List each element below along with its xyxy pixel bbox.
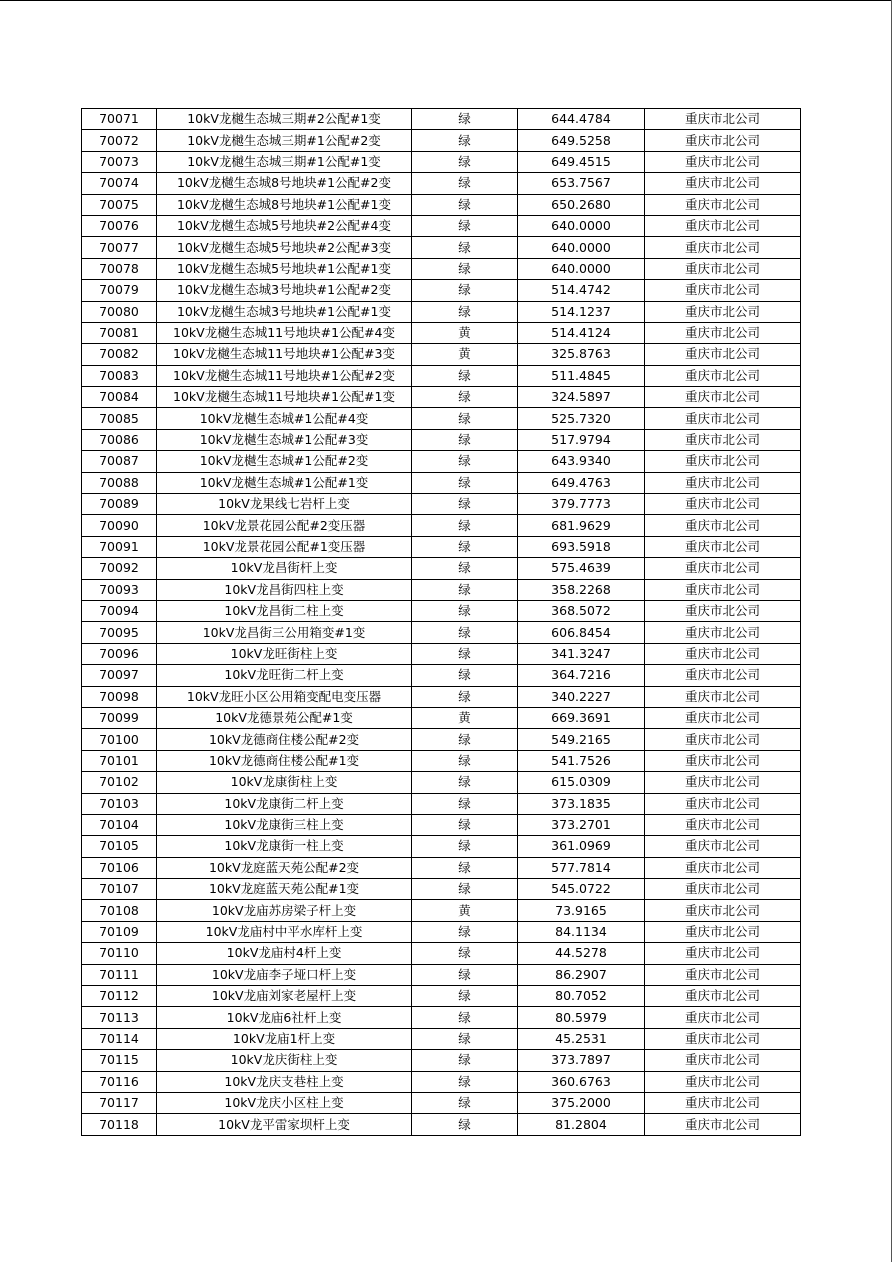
company-cell: 重庆市北公司 [645, 472, 801, 493]
status-color-cell: 绿 [412, 1028, 518, 1049]
company-cell: 重庆市北公司 [645, 301, 801, 322]
table-row [82, 173, 801, 194]
capacity-value-cell: 649.4515 [518, 151, 645, 172]
row-id-cell: 70110 [82, 943, 157, 964]
status-color-cell: 绿 [412, 558, 518, 579]
table-row [82, 344, 801, 365]
table-row [82, 558, 801, 579]
company-cell: 重庆市北公司 [645, 964, 801, 985]
status-color-cell: 绿 [412, 600, 518, 621]
transformer-name-cell: 10kV龙昌街杆上变 [157, 558, 412, 579]
transformer-name-cell: 10kV龙德商住楼公配#1变 [157, 750, 412, 771]
transformer-name-cell: 10kV龙樾生态城5号地块#2公配#3变 [157, 237, 412, 258]
company-cell: 重庆市北公司 [645, 579, 801, 600]
transformer-name-cell: 10kV龙旺街二杆上变 [157, 665, 412, 686]
row-id-cell: 70115 [82, 1050, 157, 1071]
table-row [82, 836, 801, 857]
row-id-cell: 70095 [82, 622, 157, 643]
company-cell: 重庆市北公司 [645, 1007, 801, 1028]
table-row [82, 151, 801, 172]
table-row [82, 1092, 801, 1113]
table-row [82, 515, 801, 536]
table-row [82, 494, 801, 515]
row-id-cell: 70107 [82, 879, 157, 900]
transformer-name-cell: 10kV龙昌街三公用箱变#1变 [157, 622, 412, 643]
row-id-cell: 70102 [82, 772, 157, 793]
transformer-name-cell: 10kV龙樾生态城#1公配#2变 [157, 451, 412, 472]
status-color-cell: 绿 [412, 986, 518, 1007]
company-cell: 重庆市北公司 [645, 665, 801, 686]
transformer-name-cell: 10kV龙旺街柱上变 [157, 643, 412, 664]
status-color-cell: 绿 [412, 943, 518, 964]
capacity-value-cell: 364.7216 [518, 665, 645, 686]
company-cell: 重庆市北公司 [645, 879, 801, 900]
transformer-name-cell: 10kV龙果线七岩杆上变 [157, 494, 412, 515]
capacity-value-cell: 373.7897 [518, 1050, 645, 1071]
company-cell: 重庆市北公司 [645, 1050, 801, 1071]
row-id-cell: 70075 [82, 194, 157, 215]
table-row [82, 772, 801, 793]
capacity-value-cell: 650.2680 [518, 194, 645, 215]
status-color-cell: 绿 [412, 280, 518, 301]
capacity-value-cell: 81.2804 [518, 1114, 645, 1135]
status-color-cell: 绿 [412, 130, 518, 151]
transformer-name-cell: 10kV龙庙村4杆上变 [157, 943, 412, 964]
row-id-cell: 70118 [82, 1114, 157, 1135]
status-color-cell: 绿 [412, 472, 518, 493]
capacity-value-cell: 514.4742 [518, 280, 645, 301]
company-cell: 重庆市北公司 [645, 600, 801, 621]
row-id-cell: 70101 [82, 750, 157, 771]
capacity-value-cell: 653.7567 [518, 173, 645, 194]
capacity-value-cell: 640.0000 [518, 237, 645, 258]
transformer-name-cell: 10kV龙庙苏房梁子杆上变 [157, 900, 412, 921]
capacity-value-cell: 45.2531 [518, 1028, 645, 1049]
status-color-cell: 黄 [412, 900, 518, 921]
table-row [82, 322, 801, 343]
table-row [82, 857, 801, 878]
company-cell: 重庆市北公司 [645, 836, 801, 857]
transformer-name-cell: 10kV龙樾生态城三期#2公配#1变 [157, 109, 412, 130]
table-row [82, 194, 801, 215]
row-id-cell: 70073 [82, 151, 157, 172]
company-cell: 重庆市北公司 [645, 943, 801, 964]
status-color-cell: 绿 [412, 686, 518, 707]
capacity-value-cell: 640.0000 [518, 215, 645, 236]
transformer-name-cell: 10kV龙景花园公配#1变压器 [157, 536, 412, 557]
company-cell: 重庆市北公司 [645, 344, 801, 365]
table-row [82, 387, 801, 408]
table-row [82, 1050, 801, 1071]
company-cell: 重庆市北公司 [645, 707, 801, 728]
row-id-cell: 70084 [82, 387, 157, 408]
company-cell: 重庆市北公司 [645, 109, 801, 130]
capacity-value-cell: 324.5897 [518, 387, 645, 408]
row-id-cell: 70087 [82, 451, 157, 472]
row-id-cell: 70098 [82, 686, 157, 707]
transformer-name-cell: 10kV龙樾生态城#1公配#4变 [157, 408, 412, 429]
row-id-cell: 70100 [82, 729, 157, 750]
capacity-value-cell: 80.5979 [518, 1007, 645, 1028]
status-color-cell: 绿 [412, 857, 518, 878]
capacity-value-cell: 373.1835 [518, 793, 645, 814]
status-color-cell: 绿 [412, 408, 518, 429]
row-id-cell: 70096 [82, 643, 157, 664]
row-id-cell: 70104 [82, 814, 157, 835]
row-id-cell: 70093 [82, 579, 157, 600]
company-cell: 重庆市北公司 [645, 750, 801, 771]
company-cell: 重庆市北公司 [645, 429, 801, 450]
row-id-cell: 70074 [82, 173, 157, 194]
company-cell: 重庆市北公司 [645, 408, 801, 429]
status-color-cell: 绿 [412, 151, 518, 172]
table-row [82, 215, 801, 236]
company-cell: 重庆市北公司 [645, 643, 801, 664]
table-row [82, 408, 801, 429]
capacity-value-cell: 649.4763 [518, 472, 645, 493]
capacity-value-cell: 644.4784 [518, 109, 645, 130]
row-id-cell: 70089 [82, 494, 157, 515]
status-color-cell: 绿 [412, 301, 518, 322]
company-cell: 重庆市北公司 [645, 494, 801, 515]
table-row [82, 964, 801, 985]
row-id-cell: 70071 [82, 109, 157, 130]
status-color-cell: 绿 [412, 879, 518, 900]
company-cell: 重庆市北公司 [645, 772, 801, 793]
transformer-name-cell: 10kV龙庙6社杆上变 [157, 1007, 412, 1028]
company-cell: 重庆市北公司 [645, 729, 801, 750]
row-id-cell: 70085 [82, 408, 157, 429]
transformer-name-cell: 10kV龙庭蓝天苑公配#1变 [157, 879, 412, 900]
row-id-cell: 70109 [82, 921, 157, 942]
transformer-name-cell: 10kV龙康街一柱上变 [157, 836, 412, 857]
company-cell: 重庆市北公司 [645, 921, 801, 942]
table-row [82, 707, 801, 728]
transformer-name-cell: 10kV龙庆支巷柱上变 [157, 1071, 412, 1092]
row-id-cell: 70088 [82, 472, 157, 493]
transformer-name-cell: 10kV龙庙李子垭口杆上变 [157, 964, 412, 985]
table-row [82, 472, 801, 493]
capacity-value-cell: 375.2000 [518, 1092, 645, 1113]
company-cell: 重庆市北公司 [645, 622, 801, 643]
transformer-name-cell: 10kV龙平雷家坝杆上变 [157, 1114, 412, 1135]
table-row [82, 686, 801, 707]
capacity-value-cell: 549.2165 [518, 729, 645, 750]
company-cell: 重庆市北公司 [645, 387, 801, 408]
row-id-cell: 70083 [82, 365, 157, 386]
row-id-cell: 70099 [82, 707, 157, 728]
capacity-value-cell: 44.5278 [518, 943, 645, 964]
transformer-name-cell: 10kV龙樾生态城11号地块#1公配#3变 [157, 344, 412, 365]
status-color-cell: 绿 [412, 215, 518, 236]
transformer-name-cell: 10kV龙昌街二柱上变 [157, 600, 412, 621]
transformer-name-cell: 10kV龙庆街柱上变 [157, 1050, 412, 1071]
table-row [82, 729, 801, 750]
table-row [82, 365, 801, 386]
transformer-name-cell: 10kV龙景花园公配#2变压器 [157, 515, 412, 536]
row-id-cell: 70082 [82, 344, 157, 365]
capacity-value-cell: 379.7773 [518, 494, 645, 515]
capacity-value-cell: 511.4845 [518, 365, 645, 386]
status-color-cell: 绿 [412, 194, 518, 215]
transformer-name-cell: 10kV龙樾生态城8号地块#1公配#1变 [157, 194, 412, 215]
capacity-value-cell: 649.5258 [518, 130, 645, 151]
status-color-cell: 绿 [412, 1071, 518, 1092]
status-color-cell: 绿 [412, 579, 518, 600]
company-cell: 重庆市北公司 [645, 322, 801, 343]
company-cell: 重庆市北公司 [645, 1071, 801, 1092]
capacity-value-cell: 340.2227 [518, 686, 645, 707]
status-color-cell: 绿 [412, 429, 518, 450]
capacity-value-cell: 517.9794 [518, 429, 645, 450]
status-color-cell: 黄 [412, 344, 518, 365]
capacity-value-cell: 86.2907 [518, 964, 645, 985]
table-row [82, 1028, 801, 1049]
status-color-cell: 绿 [412, 814, 518, 835]
table-row [82, 579, 801, 600]
table-row [82, 600, 801, 621]
capacity-value-cell: 373.2701 [518, 814, 645, 835]
transformer-name-cell: 10kV龙樾生态城3号地块#1公配#1变 [157, 301, 412, 322]
row-id-cell: 70090 [82, 515, 157, 536]
status-color-cell: 黄 [412, 322, 518, 343]
capacity-value-cell: 358.2268 [518, 579, 645, 600]
transformer-name-cell: 10kV龙樾生态城8号地块#1公配#2变 [157, 173, 412, 194]
capacity-value-cell: 643.9340 [518, 451, 645, 472]
row-id-cell: 70111 [82, 964, 157, 985]
status-color-cell: 绿 [412, 750, 518, 771]
status-color-cell: 绿 [412, 921, 518, 942]
capacity-value-cell: 368.5072 [518, 600, 645, 621]
table-row [82, 814, 801, 835]
table-row [82, 622, 801, 643]
status-color-cell: 绿 [412, 1092, 518, 1113]
row-id-cell: 70072 [82, 130, 157, 151]
table-row [82, 986, 801, 1007]
row-id-cell: 70077 [82, 237, 157, 258]
row-id-cell: 70117 [82, 1092, 157, 1113]
company-cell: 重庆市北公司 [645, 900, 801, 921]
company-cell: 重庆市北公司 [645, 536, 801, 557]
company-cell: 重庆市北公司 [645, 215, 801, 236]
capacity-value-cell: 575.4639 [518, 558, 645, 579]
status-color-cell: 绿 [412, 729, 518, 750]
table-row [82, 429, 801, 450]
status-color-cell: 绿 [412, 109, 518, 130]
row-id-cell: 70076 [82, 215, 157, 236]
table-row [82, 879, 801, 900]
status-color-cell: 绿 [412, 836, 518, 857]
transformer-name-cell: 10kV龙庆小区柱上变 [157, 1092, 412, 1113]
row-id-cell: 70086 [82, 429, 157, 450]
capacity-value-cell: 73.9165 [518, 900, 645, 921]
transformer-name-cell: 10kV龙樾生态城#1公配#1变 [157, 472, 412, 493]
table-row [82, 130, 801, 151]
company-cell: 重庆市北公司 [645, 1092, 801, 1113]
status-color-cell: 绿 [412, 643, 518, 664]
row-id-cell: 70094 [82, 600, 157, 621]
company-cell: 重庆市北公司 [645, 258, 801, 279]
capacity-value-cell: 615.0309 [518, 772, 645, 793]
capacity-value-cell: 80.7052 [518, 986, 645, 1007]
transformer-name-cell: 10kV龙樾生态城11号地块#1公配#4变 [157, 322, 412, 343]
company-cell: 重庆市北公司 [645, 130, 801, 151]
transformer-name-cell: 10kV龙康街三柱上变 [157, 814, 412, 835]
table-row [82, 793, 801, 814]
table-row [82, 943, 801, 964]
capacity-value-cell: 514.1237 [518, 301, 645, 322]
transformer-name-cell: 10kV龙德商住楼公配#2变 [157, 729, 412, 750]
status-color-cell: 绿 [412, 1007, 518, 1028]
transformer-name-cell: 10kV龙庙刘家老屋杆上变 [157, 986, 412, 1007]
status-color-cell: 绿 [412, 173, 518, 194]
company-cell: 重庆市北公司 [645, 1114, 801, 1135]
row-id-cell: 70079 [82, 280, 157, 301]
transformer-name-cell: 10kV龙樾生态城11号地块#1公配#1变 [157, 387, 412, 408]
table-row [82, 1007, 801, 1028]
row-id-cell: 70108 [82, 900, 157, 921]
table-row [82, 301, 801, 322]
status-color-cell: 绿 [412, 622, 518, 643]
transformer-name-cell: 10kV龙庭蓝天苑公配#2变 [157, 857, 412, 878]
status-color-cell: 绿 [412, 1114, 518, 1135]
status-color-cell: 绿 [412, 515, 518, 536]
transformer-name-cell: 10kV龙樾生态城5号地块#2公配#4变 [157, 215, 412, 236]
transformer-capacity-table [81, 108, 801, 1136]
table-row [82, 536, 801, 557]
capacity-value-cell: 360.6763 [518, 1071, 645, 1092]
transformer-name-cell: 10kV龙樾生态城11号地块#1公配#2变 [157, 365, 412, 386]
table-row [82, 451, 801, 472]
table-row [82, 258, 801, 279]
table-body [82, 109, 801, 1136]
row-id-cell: 70081 [82, 322, 157, 343]
capacity-value-cell: 325.8763 [518, 344, 645, 365]
status-color-cell: 绿 [412, 237, 518, 258]
company-cell: 重庆市北公司 [645, 151, 801, 172]
company-cell: 重庆市北公司 [645, 194, 801, 215]
row-id-cell: 70114 [82, 1028, 157, 1049]
company-cell: 重庆市北公司 [645, 793, 801, 814]
row-id-cell: 70091 [82, 536, 157, 557]
transformer-name-cell: 10kV龙康街二杆上变 [157, 793, 412, 814]
status-color-cell: 绿 [412, 536, 518, 557]
capacity-value-cell: 693.5918 [518, 536, 645, 557]
capacity-value-cell: 681.9629 [518, 515, 645, 536]
company-cell: 重庆市北公司 [645, 515, 801, 536]
transformer-name-cell: 10kV龙樾生态城3号地块#1公配#2变 [157, 280, 412, 301]
transformer-name-cell: 10kV龙庙1杆上变 [157, 1028, 412, 1049]
row-id-cell: 70103 [82, 793, 157, 814]
status-color-cell: 绿 [412, 494, 518, 515]
company-cell: 重庆市北公司 [645, 857, 801, 878]
table-row [82, 237, 801, 258]
company-cell: 重庆市北公司 [645, 986, 801, 1007]
table-row [82, 643, 801, 664]
transformer-name-cell: 10kV龙旺小区公用箱变配电变压器 [157, 686, 412, 707]
capacity-value-cell: 514.4124 [518, 322, 645, 343]
capacity-value-cell: 545.0722 [518, 879, 645, 900]
table-row [82, 109, 801, 130]
transformer-name-cell: 10kV龙樾生态城三期#1公配#1变 [157, 151, 412, 172]
capacity-value-cell: 669.3691 [518, 707, 645, 728]
company-cell: 重庆市北公司 [645, 365, 801, 386]
company-cell: 重庆市北公司 [645, 1028, 801, 1049]
row-id-cell: 70113 [82, 1007, 157, 1028]
transformer-name-cell: 10kV龙庙村中平水库杆上变 [157, 921, 412, 942]
company-cell: 重庆市北公司 [645, 237, 801, 258]
company-cell: 重庆市北公司 [645, 451, 801, 472]
row-id-cell: 70097 [82, 665, 157, 686]
company-cell: 重庆市北公司 [645, 280, 801, 301]
status-color-cell: 绿 [412, 258, 518, 279]
row-id-cell: 70092 [82, 558, 157, 579]
status-color-cell: 绿 [412, 387, 518, 408]
table-row [82, 280, 801, 301]
capacity-value-cell: 606.8454 [518, 622, 645, 643]
row-id-cell: 70106 [82, 857, 157, 878]
transformer-name-cell: 10kV龙德景苑公配#1变 [157, 707, 412, 728]
company-cell: 重庆市北公司 [645, 686, 801, 707]
capacity-value-cell: 541.7526 [518, 750, 645, 771]
page-top-border [0, 0, 892, 1]
capacity-value-cell: 525.7320 [518, 408, 645, 429]
row-id-cell: 70116 [82, 1071, 157, 1092]
capacity-value-cell: 577.7814 [518, 857, 645, 878]
transformer-name-cell: 10kV龙樾生态城5号地块#1公配#1变 [157, 258, 412, 279]
company-cell: 重庆市北公司 [645, 814, 801, 835]
table-row [82, 1114, 801, 1135]
capacity-value-cell: 640.0000 [518, 258, 645, 279]
transformer-name-cell: 10kV龙樾生态城#1公配#3变 [157, 429, 412, 450]
capacity-value-cell: 84.1134 [518, 921, 645, 942]
table-row [82, 750, 801, 771]
status-color-cell: 绿 [412, 793, 518, 814]
transformer-name-cell: 10kV龙昌街四柱上变 [157, 579, 412, 600]
company-cell: 重庆市北公司 [645, 558, 801, 579]
status-color-cell: 绿 [412, 1050, 518, 1071]
table-row [82, 900, 801, 921]
status-color-cell: 绿 [412, 772, 518, 793]
row-id-cell: 70105 [82, 836, 157, 857]
row-id-cell: 70078 [82, 258, 157, 279]
capacity-value-cell: 361.0969 [518, 836, 645, 857]
table-row [82, 665, 801, 686]
table-row [82, 1071, 801, 1092]
status-color-cell: 绿 [412, 451, 518, 472]
capacity-value-cell: 341.3247 [518, 643, 645, 664]
transformer-name-cell: 10kV龙康街柱上变 [157, 772, 412, 793]
row-id-cell: 70112 [82, 986, 157, 1007]
transformer-name-cell: 10kV龙樾生态城三期#1公配#2变 [157, 130, 412, 151]
status-color-cell: 黄 [412, 707, 518, 728]
status-color-cell: 绿 [412, 665, 518, 686]
row-id-cell: 70080 [82, 301, 157, 322]
status-color-cell: 绿 [412, 964, 518, 985]
status-color-cell: 绿 [412, 365, 518, 386]
company-cell: 重庆市北公司 [645, 173, 801, 194]
table-row [82, 921, 801, 942]
